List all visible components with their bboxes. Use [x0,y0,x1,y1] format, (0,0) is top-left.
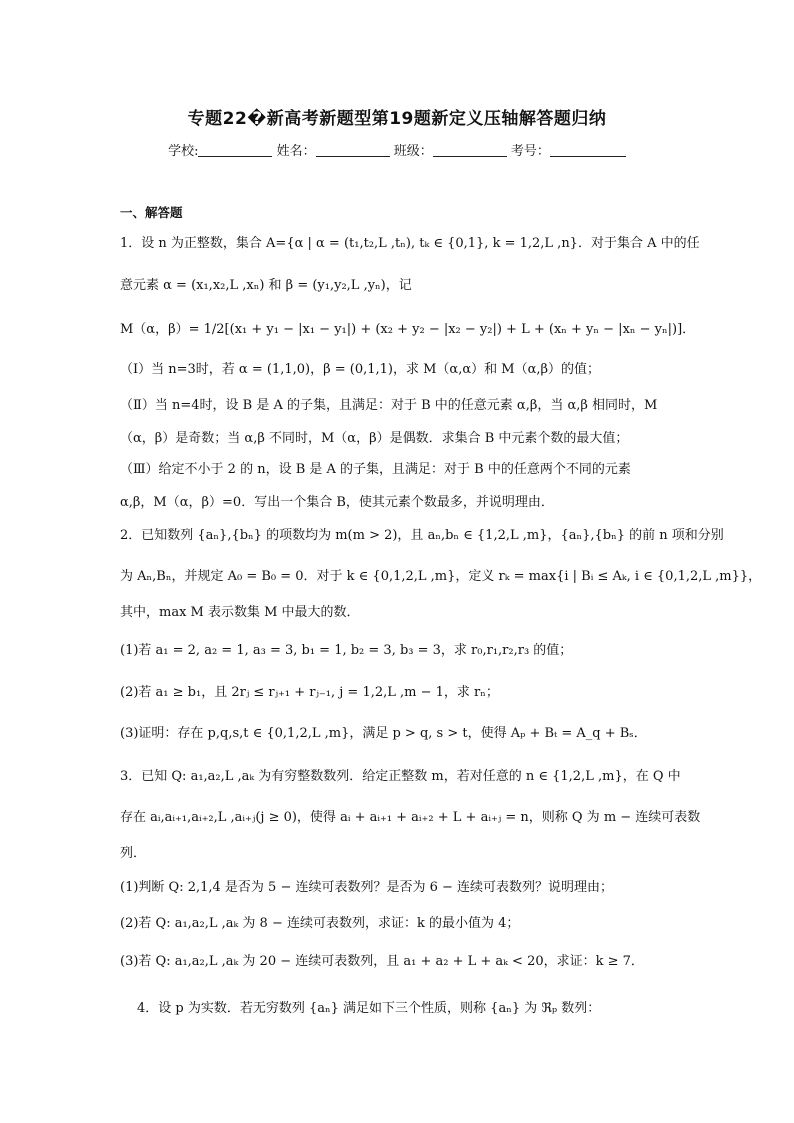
q1-part-3-line-2: α,β，M（α，β）=0．写出一个集合 B，使其元素个数最多，并说明理由． [120,495,554,510]
q3-part-2: (2)若 Q: a₁,a₂,L ,aₖ 为 8 − 连续可表数列，求证：k 的最小值为 4； [120,916,520,931]
class-label: 班级： [393,144,433,159]
q2-part-2: (2)若 a₁ ≥ b₁，且 2rⱼ ≤ rⱼ₊₁ + rⱼ₋₁, j = 1,2,L ,m − 1，求 rₙ； [120,685,499,700]
document-title: 专题22�新高考新题型第19题新定义压轴解答题归纳 [187,109,607,129]
q3-line-3: 列． [120,846,147,861]
q1-part-2-line-2: （α，β）是奇数；当 α,β 不同时，M（α，β）是偶数．求集合 B 中元素个数的最大值； [120,431,629,446]
school-label: 学校: [168,144,199,159]
q1-part-1: （Ⅰ）当 n=3时，若 α = (1,1,0)，β = (0,1,1)，求 M（α,α）和 M（α,β）的值； [120,362,600,377]
exam-no-label: 考号： [510,144,550,159]
q1-formula: M（α，β）= 1/2[(x₁ + y₁ − |x₁ − y₁|) + (x₂ + y₂ − |x₂ − y₂|) + L + (xₙ + yₙ − |xₙ − yₙ|)]． [120,322,696,337]
q4-line-1: 4．设 p 为实数．若无穷数列 {aₙ} 满足如下三个性质，则称 {aₙ} 为 ℜₚ 数列： [137,1001,601,1016]
q2-part-1: (1)若 a₁ = 2, a₂ = 1, a₃ = 3, b₁ = 1, b₂ = 3, b₃ = 3，求 r₀,r₁,r₂,r₃ 的值； [120,643,573,658]
q2-part-3: (3)证明：存在 p,q,s,t ∈ {0,1,2,L ,m}，满足 p > q, s > t，使得 Aₚ + Bₜ = A_q + Bₛ． [120,726,647,741]
q3-line-1: 3．已知 Q: a₁,a₂,L ,aₖ 为有穷整数数列．给定正整数 m，若对任意的 n ∈ {1,2,L ,m}，在 Q 中 [120,769,681,784]
exam-no-blank [550,143,626,157]
school-blank [198,143,272,157]
name-blank [316,143,390,157]
q1-part-3-line-1: （Ⅲ）给定不小于 2 的 n，设 B 是 A 的子集，且满足：对于 B 中的任意两个不同的元素 [120,462,631,477]
q2-line-2: 为 Aₙ,Bₙ，并规定 A₀ = B₀ = 0．对于 k ∈ {0,1,2,L ,m}，定义 rₖ = max{i | Bᵢ ≤ Aₖ, i ∈ {0,1,2,L ,m}}， [120,569,762,584]
class-blank [433,143,507,157]
q3-part-3: (3)若 Q: a₁,a₂,L ,aₖ 为 20 − 连续可表数列，且 a₁ + a₂ + L + aₖ < 20，求证：k ≥ 7． [120,954,644,969]
q1-line-2: 意元素 α = (x₁,x₂,L ,xₙ) 和 β = (y₁,y₂,L ,yₙ)，记 [120,278,412,293]
q1-part-2-line-1: （Ⅱ）当 n=4时，设 B 是 A 的子集，且满足：对于 B 中的任意元素 α,β，当 α,β 相同时，M [120,398,658,413]
q1-line-1: 1．设 n 为正整数，集合 A={α | α = (t₁,t₂,L ,tₙ), tₖ ∈ {0,1}, k = 1,2,L ,n}．对于集合 A 中的任 [120,236,700,251]
student-info-row [0,140,794,159]
q3-line-2: 存在 aᵢ,aᵢ₊₁,aᵢ₊₂,L ,aᵢ₊ⱼ(j ≥ 0)，使得 aᵢ + aᵢ₊₁ + aᵢ₊₂ + L + aᵢ₊ⱼ = n，则称 Q 为 m − 连续可表数 [120,810,701,825]
q2-line-1: 2．已知数列 {aₙ},{bₙ} 的项数均为 m(m > 2)，且 aₙ,bₙ ∈ {1,2,L ,m}，{aₙ},{bₙ} 的前 n 项和分别 [120,528,724,543]
q3-part-1: (1)判断 Q: 2,1,4 是否为 5 − 连续可表数列？是否为 6 − 连续可表数列？说明理由； [120,880,614,895]
section-heading: 一、解答题 [120,205,183,220]
name-label: 姓名： [276,144,316,159]
q2-line-3: 其中，max M 表示数集 M 中最大的数． [120,605,360,620]
